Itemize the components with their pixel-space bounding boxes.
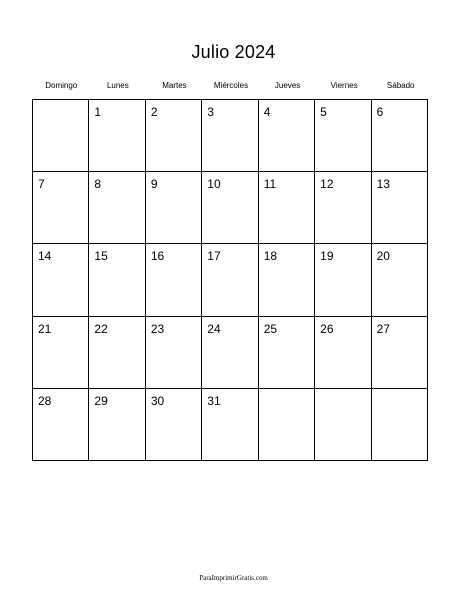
day-cell [89, 100, 145, 172]
day-cell [259, 317, 315, 389]
day-number: 29 [94, 393, 108, 408]
day-number: 27 [376, 321, 390, 336]
day-number: 8 [94, 177, 102, 192]
day-cell [372, 172, 428, 244]
day-cell [33, 172, 89, 244]
day-cell [33, 100, 89, 172]
day-number: 18 [263, 249, 278, 264]
day-cell [146, 389, 202, 461]
day-cell [202, 389, 258, 461]
day-number: 1 [94, 105, 102, 119]
weekday-sunday: Domingo [45, 81, 78, 90]
day-cell [315, 100, 371, 172]
day-number: 10 [207, 177, 221, 192]
day-cell [89, 172, 145, 244]
day-cell [315, 244, 371, 316]
day-cell [146, 172, 202, 244]
day-cell [146, 244, 202, 316]
day-cell [202, 317, 258, 389]
day-cell [33, 244, 89, 316]
day-number: 23 [150, 321, 165, 336]
day-cell [372, 389, 428, 461]
day-cell [202, 100, 258, 172]
day-number: 14 [38, 249, 52, 264]
weekday-header-row [33, 81, 429, 90]
day-cell [259, 389, 315, 461]
day-number: 4 [263, 105, 271, 119]
day-number: 19 [320, 249, 334, 264]
day-number: 26 [320, 321, 334, 336]
day-number: 7 [38, 177, 45, 192]
day-number: 22 [94, 321, 108, 336]
day-number: 20 [376, 249, 390, 264]
day-number: 16 [150, 249, 165, 264]
day-cell [202, 172, 258, 244]
day-number: 30 [150, 393, 165, 408]
day-number: 21 [38, 321, 52, 336]
day-cell [315, 389, 371, 461]
day-number: 11 [263, 177, 277, 192]
day-cell [315, 317, 371, 389]
day-cell [146, 100, 202, 172]
day-cell [372, 100, 428, 172]
day-cell [259, 172, 315, 244]
day-number: 31 [207, 393, 221, 408]
weekday-monday: Lunes [106, 81, 129, 90]
day-cell [33, 317, 89, 389]
day-number: 28 [38, 393, 52, 408]
weekday-thursday: Jueves [274, 81, 301, 90]
day-cell [146, 317, 202, 389]
day-number: 3 [207, 105, 214, 119]
weekday-tuesday: Martes [162, 81, 187, 90]
day-number: 9 [150, 177, 158, 192]
day-number: 25 [263, 321, 278, 336]
day-number: 13 [376, 177, 390, 192]
day-cell [259, 100, 315, 172]
day-number: 5 [320, 105, 327, 119]
day-number: 24 [207, 321, 221, 336]
day-number: 15 [94, 249, 108, 264]
calendar-title: Julio 2024 [191, 42, 276, 62]
weekday-saturday: Sábado [386, 81, 415, 90]
weekday-friday: Viernes [330, 81, 358, 90]
day-number: 17 [207, 249, 221, 264]
day-number: 2 [150, 105, 158, 119]
weekday-wednesday: Miércoles [213, 81, 249, 90]
day-cell [259, 244, 315, 316]
day-cell [89, 389, 145, 461]
footer-credit: ParaImprimirGratis.com [199, 574, 268, 582]
day-cell [202, 244, 258, 316]
day-cell [372, 244, 428, 316]
day-number: 6 [376, 105, 384, 119]
day-cell [315, 172, 371, 244]
day-cell [33, 389, 89, 461]
calendar-grid [32, 99, 428, 461]
day-cell [89, 244, 145, 316]
day-cell [89, 317, 145, 389]
day-cell [372, 317, 428, 389]
day-number: 12 [320, 177, 334, 192]
